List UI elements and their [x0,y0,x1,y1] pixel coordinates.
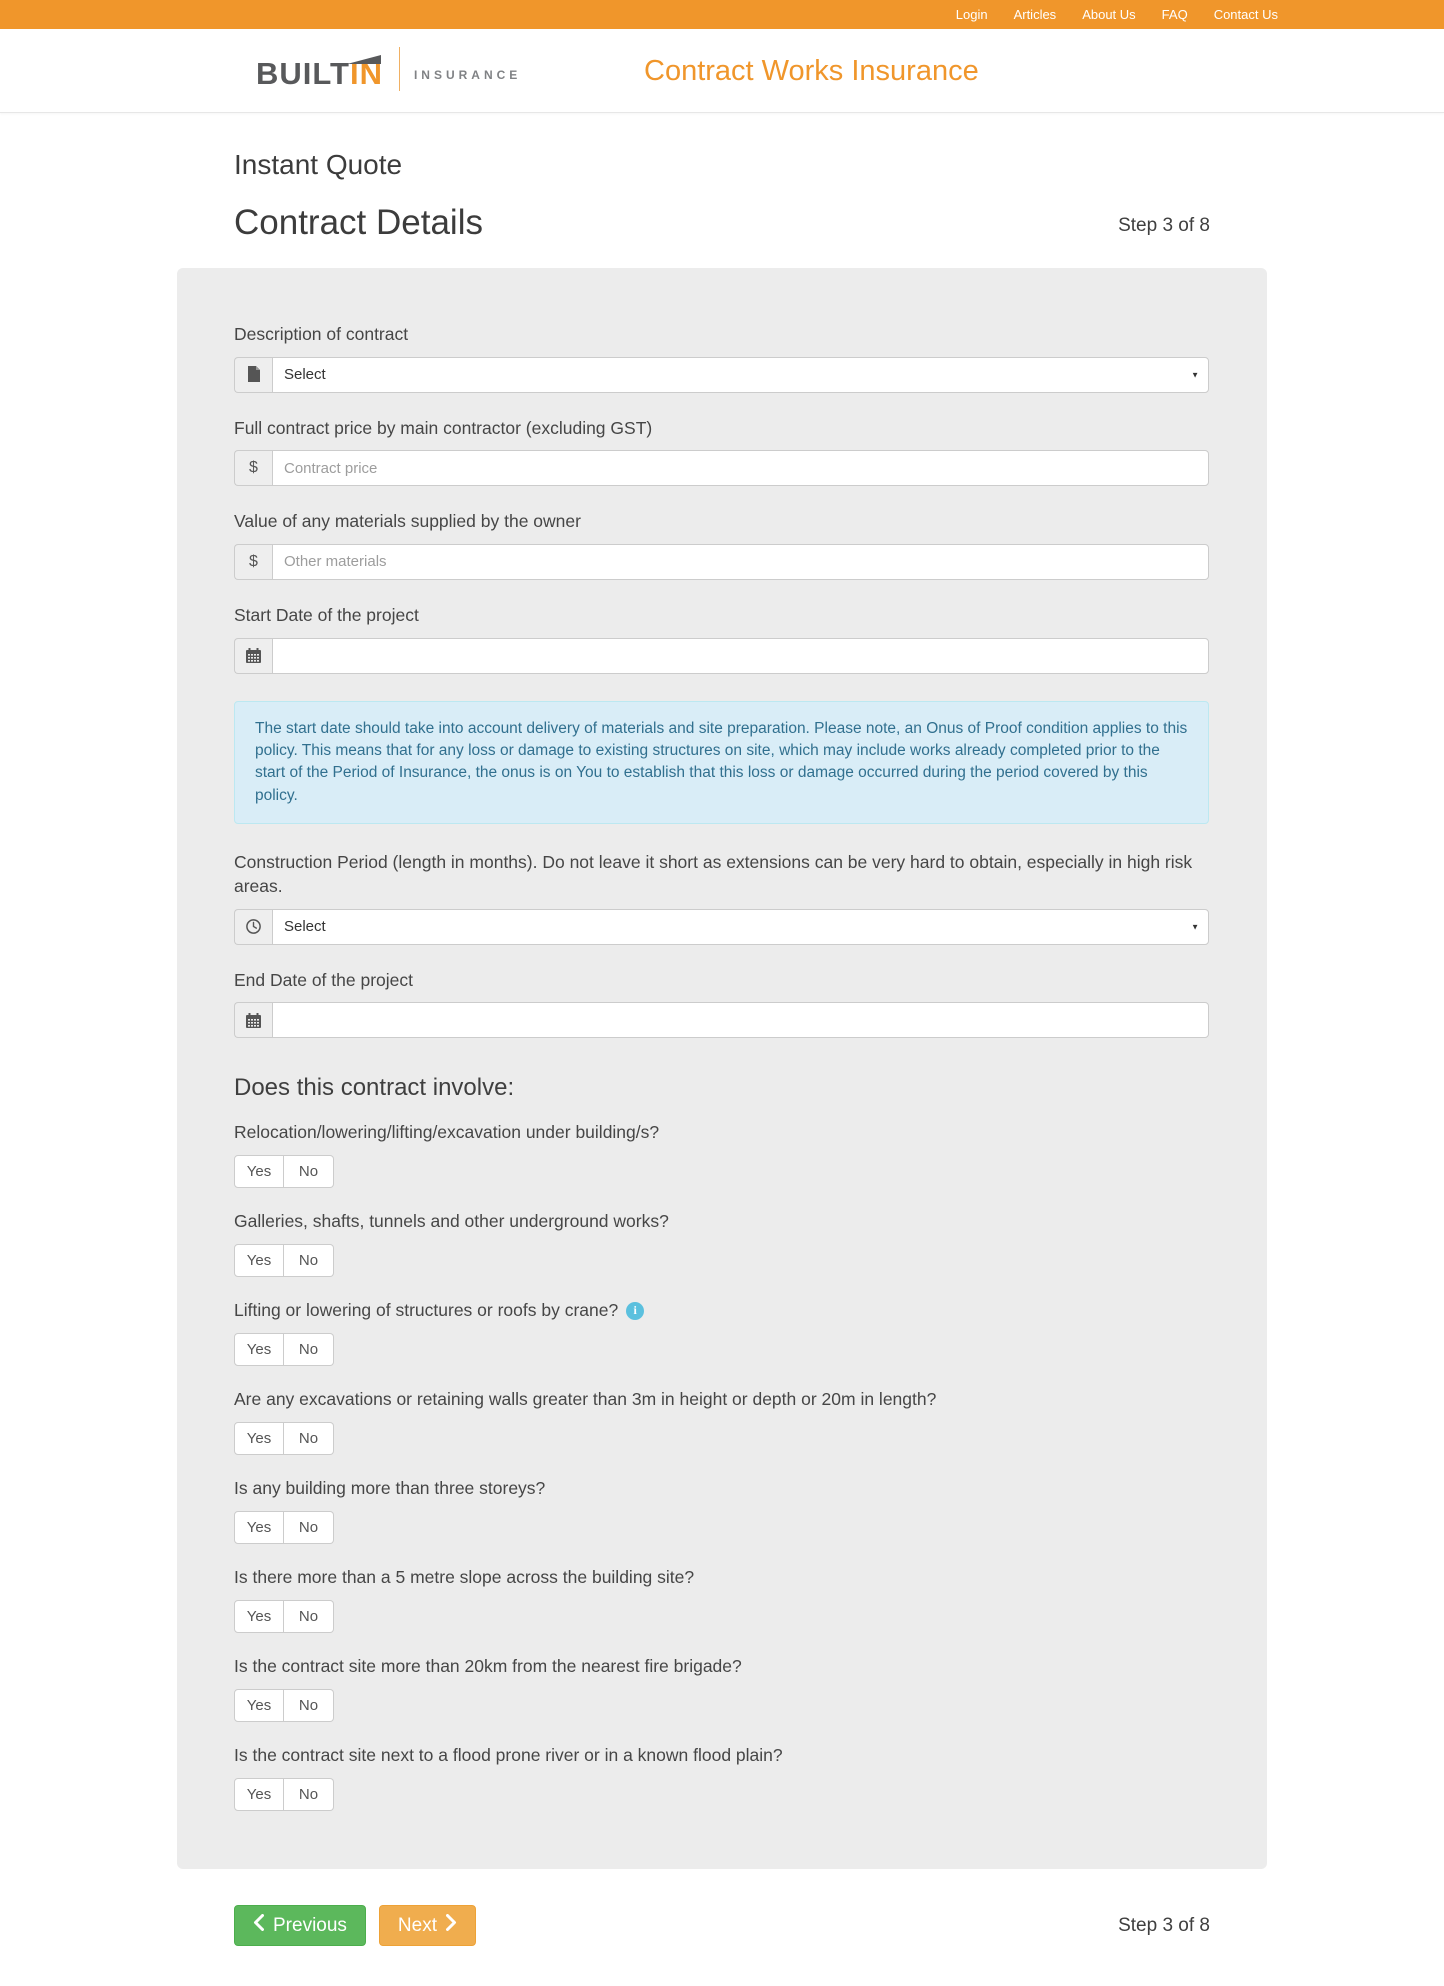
no-button[interactable]: No [284,1689,334,1722]
previous-button[interactable] [234,1905,366,1946]
field-label: Full contract price by main contractor (excluding GST) [234,417,653,438]
field-label: End Date of the project [234,969,413,990]
step-indicator-bottom: Step 3 of 8 [1118,1914,1210,1936]
field-start-date [234,604,1209,674]
section-heading: Does this contract involve: [234,1074,515,1102]
logo-divider [399,47,400,91]
yes-no-group [234,1689,334,1722]
selected-value: Select [284,918,326,936]
question-label: Is the contract site next to a flood prone river or in a known flood plain? [234,1745,783,1766]
yes-button[interactable]: Yes [234,1778,284,1811]
question-label: Relocation/lowering/lifting/excavation under building/s? [234,1122,660,1143]
next-label: Next [397,1914,437,1936]
clock-icon [234,909,272,945]
field-description-of-contract [234,323,1209,393]
chevron-left-icon [253,1914,264,1937]
selected-value: Select [284,366,326,384]
page-header [0,29,1444,113]
chevron-down-icon: ▼ [1191,922,1199,932]
page-title: Contract Details [234,203,483,242]
question-fire-brigade-distance [234,1656,1209,1722]
end-date-input[interactable] [284,1003,1197,1037]
contract-price-input[interactable] [284,451,1197,485]
step-indicator-top: Step 3 of 8 [1118,215,1210,236]
chevron-down-icon: ▼ [1191,370,1199,380]
yes-no-group [234,1511,334,1544]
yes-button[interactable]: Yes [234,1244,284,1277]
yes-button[interactable]: Yes [234,1600,284,1633]
field-contract-price [234,417,1209,487]
nav-faq[interactable]: FAQ [1161,7,1188,22]
dollar-icon: $ [234,544,272,580]
no-button[interactable]: No [284,1333,334,1366]
no-button[interactable]: No [284,1778,334,1811]
file-icon [234,357,272,393]
question-underground-works [234,1211,1209,1277]
nav-login[interactable]: Login [955,7,988,22]
yes-button[interactable]: Yes [234,1511,284,1544]
question-label: Lifting or lowering of structures or roofs by crane? i [234,1300,1209,1321]
field-label: Start Date of the project [234,604,419,625]
start-date-info-alert: The start date should take into account delivery of materials and site preparation. Please note, an Onus of Proof condition applies to this policy. This means that for any loss or damage to existing structures on site, which may include works already completed prior to the start of the Period of Insurance, the onus is on You to establish that this loss or damage occurred during the period covered by this policy. [234,701,1209,825]
yes-no-group [234,1422,334,1455]
field-construction-period [234,851,1209,944]
question-label: Is any building more than three storeys? [234,1478,546,1499]
yes-no-group [234,1244,334,1277]
yes-no-group [234,1600,334,1633]
logo-roof-icon [347,55,381,64]
product-title: Contract Works Insurance [644,55,979,87]
field-label: Construction Period (length in months). Do not leave it short as extensions can be very hard to obtain, especially in high risk areas. [234,852,1193,896]
no-button[interactable]: No [284,1511,334,1544]
question-flood-prone [234,1745,1209,1811]
question-label: Is there more than a 5 metre slope across the building site? [234,1567,695,1588]
no-button[interactable]: No [284,1600,334,1633]
logo-tagline: INSURANCE [413,68,522,82]
yes-button[interactable]: Yes [234,1422,284,1455]
question-label: Galleries, shafts, tunnels and other underground works? [234,1211,669,1232]
description-select[interactable] [272,357,1209,393]
yes-button[interactable]: Yes [234,1689,284,1722]
nav-contact-us[interactable]: Contact Us [1213,7,1278,22]
question-crane-lifting [234,1300,1209,1366]
question-excavations-retaining-walls [234,1389,1209,1455]
yes-no-group [234,1155,334,1188]
field-end-date [234,969,1209,1039]
field-label: Description of contract [234,324,409,344]
builtin-logo[interactable] [256,47,521,91]
other-materials-input[interactable] [284,545,1197,579]
field-owner-materials [234,510,1209,580]
calendar-icon [234,1002,272,1038]
question-relocation [234,1122,1209,1188]
no-button[interactable]: No [284,1155,334,1188]
info-circle-icon[interactable]: i [626,1302,644,1320]
question-site-slope [234,1567,1209,1633]
chevron-right-icon [446,1914,457,1937]
no-button[interactable]: No [284,1422,334,1455]
field-label: Value of any materials supplied by the owner [234,511,581,532]
form-panel [177,268,1267,1869]
next-button[interactable] [379,1905,476,1946]
question-three-storeys [234,1478,1209,1544]
yes-button[interactable]: Yes [234,1333,284,1366]
yes-button[interactable]: Yes [234,1155,284,1188]
question-label: Is the contract site more than 20km from the nearest fire brigade? [234,1656,742,1677]
previous-label: Previous [273,1914,347,1936]
nav-about-us[interactable]: About Us [1082,7,1136,22]
logo-wordmark [256,49,383,89]
calendar-icon [234,638,272,674]
yes-no-group [234,1333,334,1366]
construction-period-select[interactable] [272,909,1209,945]
top-nav-bar [0,0,1444,29]
logo-text-built: BUILT [256,56,350,91]
logo-text-in: IN [350,56,383,91]
no-button[interactable]: No [284,1244,334,1277]
start-date-input[interactable] [284,639,1197,673]
question-label: Are any excavations or retaining walls greater than 3m in height or depth or 20m in length? [234,1389,937,1410]
yes-no-group [234,1778,334,1811]
dollar-icon: $ [234,450,272,486]
nav-articles[interactable]: Articles [1013,7,1057,22]
pretitle: Instant Quote [234,149,403,180]
